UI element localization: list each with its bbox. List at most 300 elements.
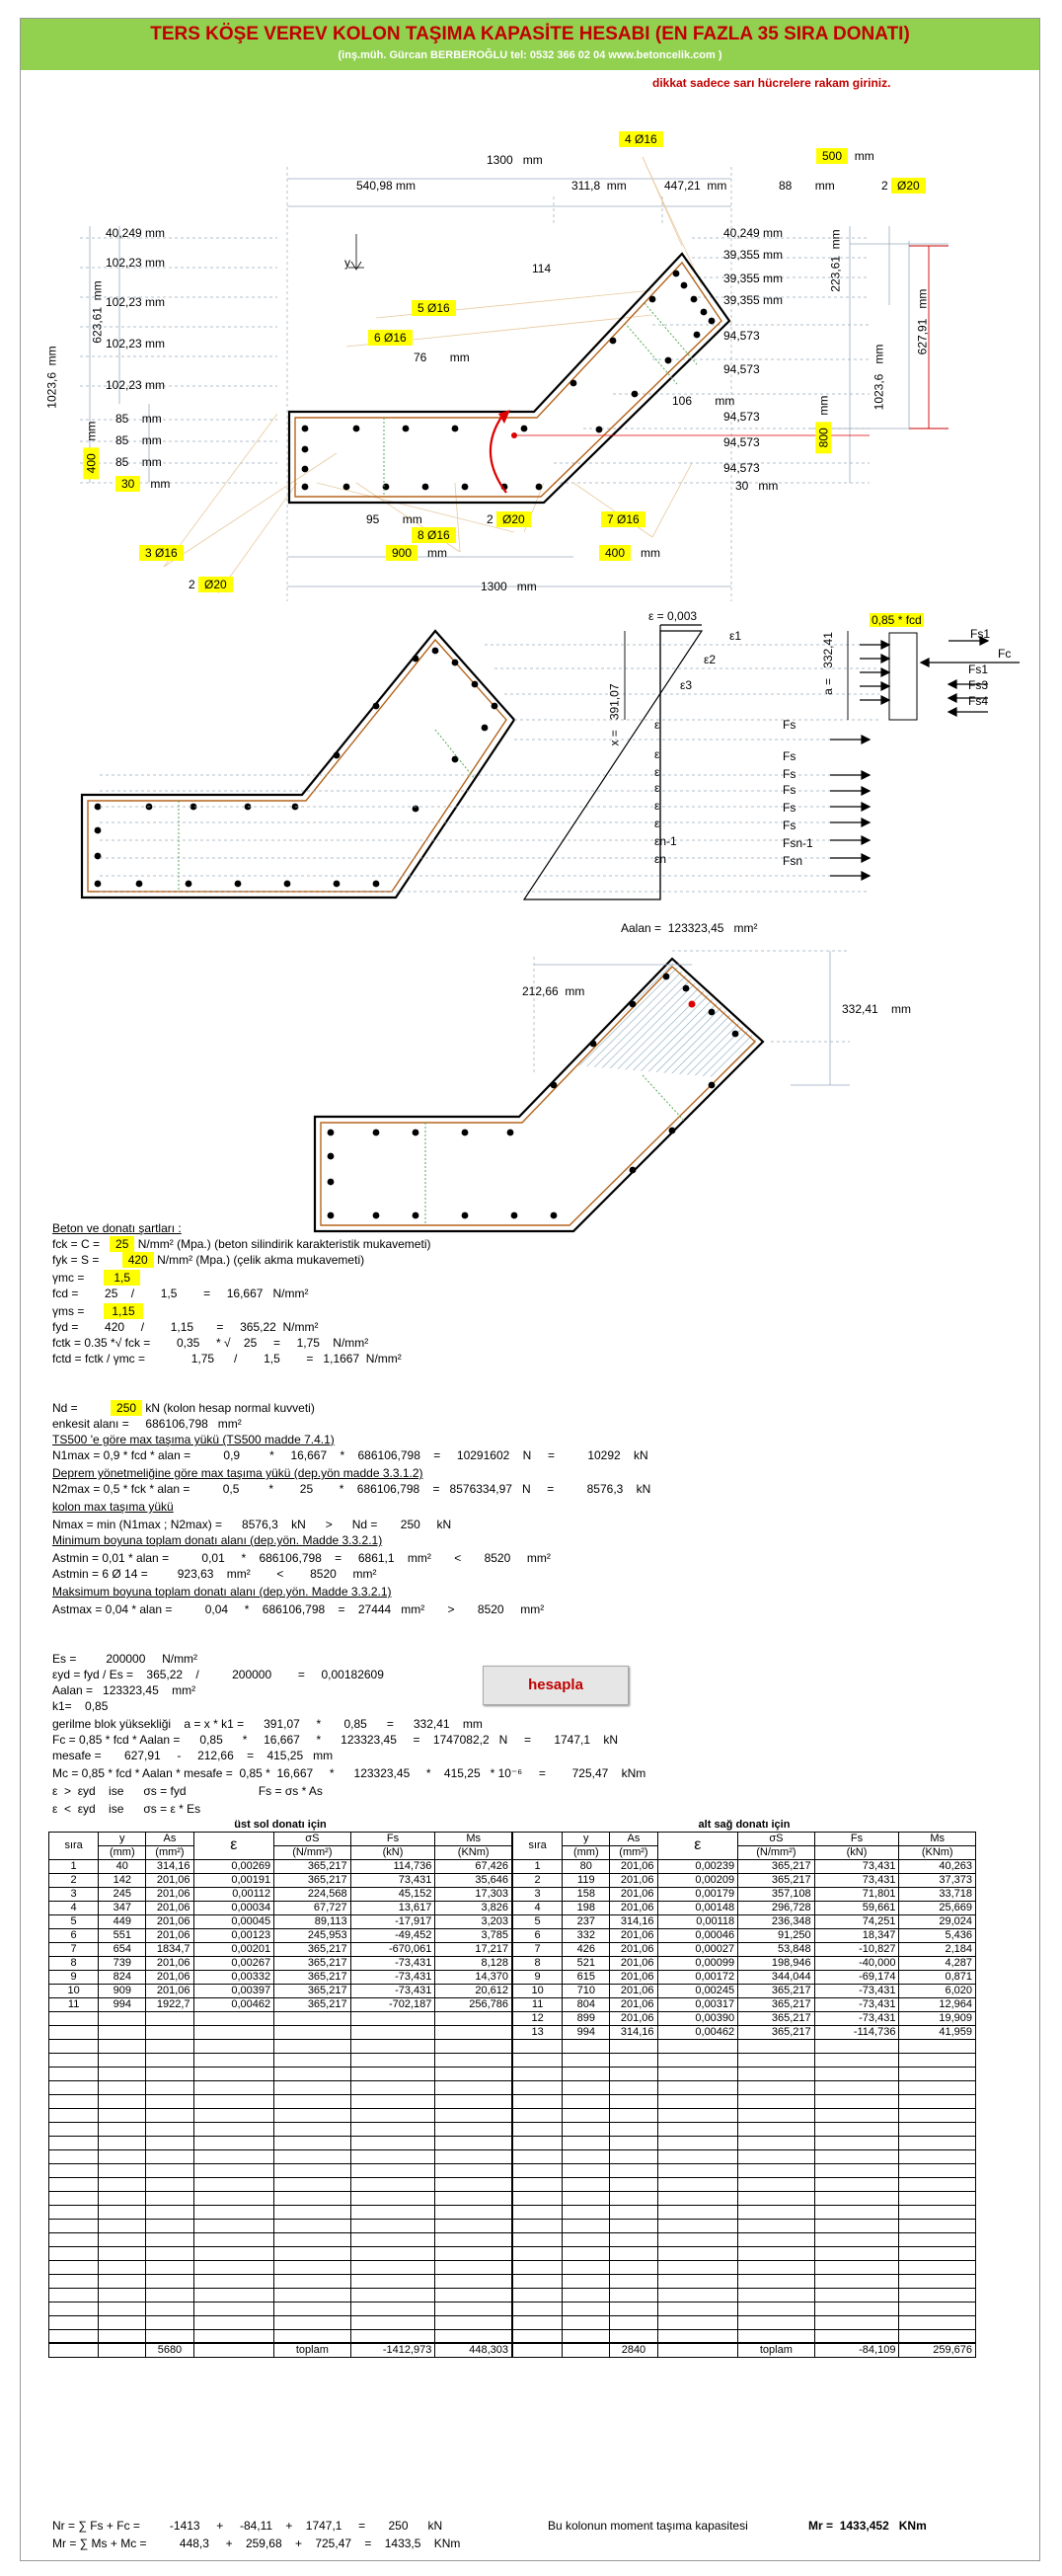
unit-fs: (kN) <box>814 1845 899 1859</box>
table-cell <box>193 2067 274 2080</box>
table-cell <box>435 2122 512 2136</box>
left-toplam: toplam <box>274 2343 350 2357</box>
table-cell <box>899 2067 976 2080</box>
table-cell <box>146 2288 193 2302</box>
table-cell: 9 <box>513 1970 563 1984</box>
gms-row <box>52 1304 143 1318</box>
table-cell: 2 <box>513 1873 563 1887</box>
author-line: (inş.müh. Gürcan BERBEROĞLU tel: 0532 366 02 04 www.betoncelik.com ) <box>338 49 722 61</box>
table-cell: 201,06 <box>146 1901 193 1914</box>
aalan-text: Aalan = <box>621 921 662 935</box>
left-dim-6: 85 mm <box>115 412 162 426</box>
table-cell <box>99 2163 146 2177</box>
table-cell <box>899 2246 976 2260</box>
gmc-input[interactable]: 1,5 <box>104 1270 140 1286</box>
table-cell <box>814 2039 899 2053</box>
table-cell <box>899 2108 976 2122</box>
section-drawing <box>21 88 1040 621</box>
eps-f: ε <box>654 817 660 830</box>
table-row <box>49 2219 512 2232</box>
table-cell: 53,848 <box>738 1942 814 1956</box>
table-cell <box>193 2246 274 2260</box>
table-cell <box>274 2053 350 2067</box>
nmax-row: Nmax = min (N1max ; N2max) = 8576,3 kN > Nd = 250 kN <box>52 1518 452 1531</box>
right-dim-2: 39,355 mm <box>723 248 784 262</box>
table-cell <box>193 2177 274 2191</box>
bar-label-4[interactable]: 4 Ø16 <box>619 131 663 147</box>
table-cell <box>899 2080 976 2094</box>
table-cell <box>738 2122 814 2136</box>
table-cell <box>657 2205 738 2219</box>
table-cell: 19,909 <box>899 2011 976 2025</box>
table-cell: 201,06 <box>610 1997 657 2011</box>
table-cell: 0,00034 <box>193 1901 274 1914</box>
table-cell <box>99 2329 146 2343</box>
input-500[interactable]: 500 <box>816 148 848 164</box>
table-cell: 0,00390 <box>657 2011 738 2025</box>
fyk-input[interactable]: 420 <box>122 1252 154 1268</box>
table-cell: 615 <box>563 1970 610 1984</box>
eps-1: ε1 <box>729 629 742 643</box>
force-fs1b: Fs1 <box>968 663 989 676</box>
table-row <box>513 1887 976 1901</box>
table-cell <box>738 2108 814 2122</box>
table-cell: 201,06 <box>610 1956 657 1970</box>
table-cell <box>657 2177 738 2191</box>
table-cell: 909 <box>99 1984 146 1997</box>
fs-n1: Fsn-1 <box>783 836 813 850</box>
capacity-note: Bu kolonun moment taşıma kapasitesi <box>548 2519 748 2533</box>
left-dim-5: 102,23 mm <box>106 378 166 392</box>
table-cell <box>814 2080 899 2094</box>
x-depth <box>608 683 622 745</box>
fyk-label: fyk = S = <box>52 1253 100 1267</box>
table-row <box>513 1914 976 1928</box>
hesapla-button[interactable]: hesapla <box>483 1666 629 1705</box>
right-dim-4: 39,355 mm <box>723 293 784 307</box>
table-row <box>49 1859 512 1873</box>
table-cell <box>274 2039 350 2053</box>
table-cell: 0,00332 <box>193 1970 274 1984</box>
table-cell: 0,00462 <box>657 2025 738 2039</box>
table-cell: -73,431 <box>350 1984 435 1997</box>
left-dim-7: 85 mm <box>115 433 162 447</box>
table-cell <box>814 2163 899 2177</box>
table-cell: 365,217 <box>738 1984 814 1997</box>
table-cell <box>350 2232 435 2246</box>
dim-value: 85 <box>115 455 129 469</box>
dim-223: 223,61 mm <box>828 229 843 292</box>
table-cell <box>899 2205 976 2219</box>
table-cell <box>657 2329 738 2343</box>
table-cell <box>899 2039 976 2053</box>
table-cell <box>738 2080 814 2094</box>
dim-value: 1023,6 <box>872 373 886 411</box>
bar-input-5[interactable]: 5 Ø16 <box>412 300 456 316</box>
table-cell <box>99 2246 146 2260</box>
right-dim-6 <box>723 362 760 376</box>
table-cell <box>99 2315 146 2329</box>
mr-unit: KNm <box>898 2519 927 2533</box>
col-sigma: σS <box>274 1832 350 1845</box>
table-cell <box>146 2219 193 2232</box>
astmin1-row: Astmin = 0,01 * alan = 0,01 * 686106,798 = 6861,1 mm² < 8520 mm² <box>52 1551 551 1565</box>
table-cell: 14,370 <box>435 1970 512 1984</box>
table-cell <box>738 2315 814 2329</box>
table-cell <box>738 2302 814 2315</box>
input-400[interactable]: 400 <box>83 447 99 479</box>
unit-y: (mm) <box>99 1845 146 1859</box>
table-cell: 365,217 <box>738 1873 814 1887</box>
table-row <box>513 1970 976 1984</box>
dim-value: 85 <box>115 433 129 447</box>
table-cell: -73,431 <box>350 1956 435 1970</box>
table-cell: 17,217 <box>435 1942 512 1956</box>
table-cell <box>274 2080 350 2094</box>
aalan-label <box>621 921 757 935</box>
table-cell: 365,217 <box>274 1942 350 1956</box>
enkesit-row: enkesit alanı = 686106,798 mm² <box>52 1417 242 1431</box>
table-cell: 6,020 <box>899 1984 976 1997</box>
table-cell <box>146 2191 193 2205</box>
table-cell: 0,00172 <box>657 1970 738 1984</box>
warning-text: dikkat sadece sarı hücrelere rakam giriniz. <box>652 76 891 90</box>
table-cell <box>513 2288 563 2302</box>
table-cell <box>350 2053 435 2067</box>
table-cell: 40,263 <box>899 1859 976 1873</box>
table-cell: 245 <box>99 1887 146 1901</box>
fs-f: Fs <box>783 819 796 832</box>
table-row <box>49 2274 512 2288</box>
table-cell: 201,06 <box>610 1942 657 1956</box>
table-cell: 365,217 <box>738 2011 814 2025</box>
table-cell <box>435 2232 512 2246</box>
bar-diameter-input[interactable]: Ø20 <box>496 511 531 527</box>
col-sira: sıra <box>513 1832 563 1859</box>
table-cell <box>610 2232 657 2246</box>
aalan-value: 123323,45 <box>667 921 724 935</box>
table-cell <box>899 2315 976 2329</box>
table-cell <box>435 2163 512 2177</box>
table-cell: 2 <box>49 1873 99 1887</box>
table-cell <box>610 2288 657 2302</box>
table-cell <box>49 2025 99 2039</box>
table-cell <box>610 2039 657 2053</box>
table-cell: 237 <box>563 1914 610 1928</box>
dim-value: 102,23 <box>106 295 142 309</box>
mr-result <box>808 2519 927 2533</box>
table-cell <box>435 2149 512 2163</box>
table-cell <box>193 2122 274 2136</box>
table-cell <box>563 2053 610 2067</box>
table-cell: 344,044 <box>738 1970 814 1984</box>
table-cell <box>49 2246 99 2260</box>
left-dim-2: 102,23 mm <box>106 256 166 270</box>
table-cell <box>193 2302 274 2315</box>
table-cell <box>350 2246 435 2260</box>
table-cell <box>738 2329 814 2343</box>
bar-diameter-input[interactable]: Ø20 <box>198 577 233 592</box>
fctd-row: fctd = fctk / γmc = 1,75 / 1,5 = 1,1667 N/mm² <box>52 1352 402 1366</box>
table-cell: 3,826 <box>435 1901 512 1914</box>
table-cell <box>435 2191 512 2205</box>
input-400-bottom[interactable]: 400 <box>599 545 631 561</box>
es-row: Es = 200000 N/mm² <box>52 1652 198 1666</box>
table-row <box>49 2149 512 2163</box>
table-cell <box>99 2191 146 2205</box>
gmc-label: γmc = <box>52 1271 85 1285</box>
table-cell: 3,203 <box>435 1914 512 1928</box>
table-cell <box>657 2246 738 2260</box>
table-cell: 7 <box>513 1942 563 1956</box>
bar-input-8[interactable]: 8 Ø16 <box>412 527 456 543</box>
table-cell: 994 <box>563 2025 610 2039</box>
table-cell: 5 <box>513 1914 563 1928</box>
table-row <box>513 2136 976 2149</box>
table-row <box>49 1997 512 2011</box>
table-cell <box>657 2039 738 2053</box>
table-cell <box>513 2315 563 2329</box>
table-row <box>49 2025 512 2039</box>
table-cell <box>657 2191 738 2205</box>
table-cell: 4 <box>49 1901 99 1914</box>
table-cell: 201,06 <box>146 1873 193 1887</box>
kolon-heading: kolon max taşıma yükü <box>52 1500 174 1514</box>
table-cell <box>899 2219 976 2232</box>
table-cell <box>657 2067 738 2080</box>
table-cell <box>513 2136 563 2149</box>
table-cell <box>193 2232 274 2246</box>
table-cell: 198,946 <box>738 1956 814 1970</box>
table-cell: 201,06 <box>610 1901 657 1914</box>
table-cell <box>146 2136 193 2149</box>
table-cell <box>146 2177 193 2191</box>
gms-label: γms = <box>52 1304 85 1318</box>
table-cell <box>814 2329 899 2343</box>
table-cell: 0,00179 <box>657 1887 738 1901</box>
right-table-title: alt sağ donatı için <box>698 1818 791 1831</box>
table-cell <box>193 2108 274 2122</box>
input-cover[interactable]: 30 <box>115 476 140 492</box>
table-cell <box>563 2067 610 2080</box>
table-cell <box>350 2163 435 2177</box>
table-cell <box>563 2260 610 2274</box>
table-cell: 314,16 <box>610 1914 657 1928</box>
table-cell <box>435 2067 512 2080</box>
table-cell <box>99 2122 146 2136</box>
table-cell <box>146 2232 193 2246</box>
table-row <box>513 1873 976 1887</box>
table-cell <box>513 2108 563 2122</box>
input-900[interactable]: 900 <box>386 545 417 561</box>
table-cell <box>99 2177 146 2191</box>
table-cell <box>899 2232 976 2246</box>
table-cell <box>563 2122 610 2136</box>
table-row <box>49 2080 512 2094</box>
table-cell <box>563 2136 610 2149</box>
dim-value: 76 <box>414 351 427 364</box>
table-row <box>513 1956 976 1970</box>
table-cell: 5 <box>49 1914 99 1928</box>
table-cell <box>146 2274 193 2288</box>
table-cell <box>274 2191 350 2205</box>
table-cell <box>563 2163 610 2177</box>
table-cell: 18,347 <box>814 1928 899 1942</box>
table-cell <box>657 2122 738 2136</box>
bar-label-2-mid <box>487 512 531 526</box>
table-cell <box>99 2080 146 2094</box>
dim-value: 1023,6 <box>44 371 59 409</box>
bar-diameter-input[interactable]: Ø20 <box>891 178 926 194</box>
table-cell <box>99 2108 146 2122</box>
table-cell <box>738 2177 814 2191</box>
left-dim-3: 102,23 mm <box>106 295 166 309</box>
table-cell <box>513 2191 563 2205</box>
bar-input-3[interactable]: 3 Ø16 <box>139 545 184 561</box>
table-cell: 1834,7 <box>146 1942 193 1956</box>
table-cell: 0,00269 <box>193 1859 274 1873</box>
table-row <box>49 2067 512 2080</box>
table-cell <box>899 2053 976 2067</box>
fyk-desc: N/mm² (Mpa.) (çelik akma mukavemeti) <box>157 1253 365 1267</box>
table-cell <box>193 2011 274 2025</box>
maxb-heading: Maksimum boyuna toplam donatı alanı (dep.yön. Madde 3.3.2.1) <box>52 1585 392 1599</box>
table-cell <box>563 2191 610 2205</box>
table-cell: 0,00099 <box>657 1956 738 1970</box>
table-cell <box>274 2302 350 2315</box>
strain-diagram <box>21 611 1040 907</box>
right-dim-10: 30 mm <box>735 479 779 493</box>
eps-d: ε <box>654 781 660 795</box>
fck-input[interactable]: 25 <box>110 1236 134 1252</box>
table-cell <box>274 2288 350 2302</box>
table-cell: 0,00317 <box>657 1997 738 2011</box>
table-cell <box>899 2302 976 2315</box>
table-cell <box>657 2163 738 2177</box>
table-cell <box>193 2260 274 2274</box>
table-cell: 365,217 <box>274 1873 350 1887</box>
table-cell <box>814 2122 899 2136</box>
n1max-row: N1max = 0,9 * fcd * alan = 0,9 * 16,667 * 686106,798 = 10291602 N = 10292 kN <box>52 1448 648 1462</box>
bar-input-7[interactable]: 7 Ø16 <box>601 511 645 527</box>
table-cell <box>899 2260 976 2274</box>
table-cell <box>738 2288 814 2302</box>
table-cell <box>49 2302 99 2315</box>
dim-bottom-total: 1300 mm <box>481 580 537 593</box>
table-cell <box>513 2039 563 2053</box>
table-cell <box>99 2067 146 2080</box>
eps-c: ε <box>654 765 660 779</box>
table-cell: 114,736 <box>350 1859 435 1873</box>
bar-label-8 <box>412 528 456 542</box>
table-cell <box>193 2163 274 2177</box>
table-row <box>49 2094 512 2108</box>
right-dim-5 <box>723 329 760 343</box>
col-ms: Ms <box>899 1832 976 1845</box>
dim-value: 39,355 <box>723 248 760 262</box>
table-cell <box>563 2315 610 2329</box>
table-row <box>513 2094 976 2108</box>
table-cell <box>610 2191 657 2205</box>
table-cell <box>193 2205 274 2219</box>
table-cell <box>563 2080 610 2094</box>
dim-212: 212,66 mm <box>522 984 585 998</box>
table-cell <box>49 2094 99 2108</box>
right-dim-8 <box>723 435 760 449</box>
input-800[interactable]: 800 <box>815 422 831 453</box>
table-cell: 89,113 <box>274 1914 350 1928</box>
table-cell <box>274 2067 350 2080</box>
gms-input[interactable]: 1,15 <box>104 1303 142 1319</box>
col-fs: Fs <box>814 1832 899 1845</box>
table-cell: 6 <box>49 1928 99 1942</box>
x-value: 391,07 <box>607 683 622 721</box>
dim-76: 76 mm <box>414 351 470 364</box>
table-cell <box>193 2315 274 2329</box>
table-cell: 67,426 <box>435 1859 512 1873</box>
dim-332: 332,41 mm <box>842 1002 912 1016</box>
table-cell: 13,617 <box>350 1901 435 1914</box>
table-cell: 224,568 <box>274 1887 350 1901</box>
table-row <box>49 2136 512 2149</box>
table-cell <box>435 2094 512 2108</box>
table-cell <box>610 2274 657 2288</box>
table-cell <box>99 2205 146 2219</box>
eps-n: εn <box>654 852 667 866</box>
table-cell <box>99 2302 146 2315</box>
table-cell <box>435 2260 512 2274</box>
dim-value: 102,23 <box>106 337 142 351</box>
table-cell: 201,06 <box>610 1970 657 1984</box>
table-cell <box>657 2080 738 2094</box>
dim-total-width <box>487 153 543 167</box>
table-cell <box>146 2205 193 2219</box>
table-cell <box>350 2205 435 2219</box>
table-cell <box>610 2094 657 2108</box>
dim-1023-left: 1023,6 mm <box>44 346 59 409</box>
nd-input[interactable]: 250 <box>111 1400 142 1416</box>
table-cell <box>738 2163 814 2177</box>
dim-value: 212,66 <box>522 984 559 998</box>
left-table-title: üst sol donatı için <box>234 1818 327 1831</box>
table-cell <box>610 2246 657 2260</box>
bar-input-6[interactable]: 6 Ø16 <box>368 330 413 346</box>
table-cell <box>435 2108 512 2122</box>
table-cell: 0,00118 <box>657 1914 738 1928</box>
table-cell <box>193 2191 274 2205</box>
table-cell <box>49 2329 99 2343</box>
table-cell <box>610 2136 657 2149</box>
force-fs3: Fs3 <box>968 678 989 692</box>
table-cell <box>99 2053 146 2067</box>
dim-value: 102,23 <box>106 256 142 270</box>
table-cell <box>814 2302 899 2315</box>
table-cell <box>435 2080 512 2094</box>
table-cell: 142 <box>99 1873 146 1887</box>
table-cell <box>657 2094 738 2108</box>
table-cell: 73,431 <box>350 1873 435 1887</box>
table-cell <box>193 2149 274 2163</box>
table-row <box>49 2108 512 2122</box>
table-cell <box>814 2108 899 2122</box>
aalan-unit: mm² <box>733 921 758 935</box>
table-cell: 0,00046 <box>657 1928 738 1942</box>
table-cell <box>49 2177 99 2191</box>
table-cell: 198 <box>563 1901 610 1914</box>
table-cell: 45,152 <box>350 1887 435 1901</box>
table-cell <box>814 2094 899 2108</box>
table-row <box>513 2205 976 2219</box>
